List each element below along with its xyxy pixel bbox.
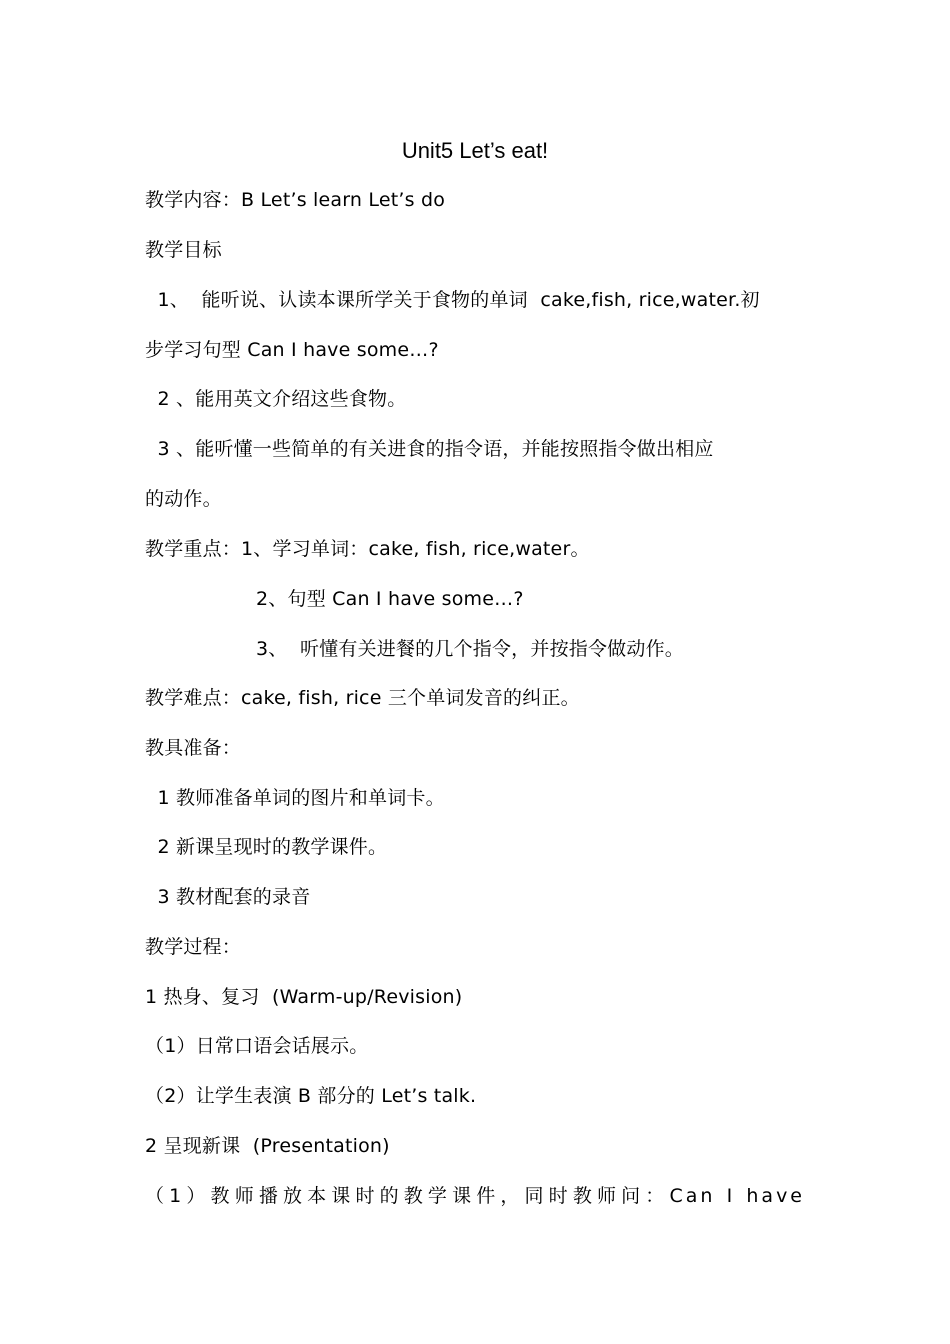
goal-1-line-a: 1、 能听说、认读本课所学关于食物的单词 cake,fish, rice,water.初 xyxy=(145,289,760,311)
goal-3-line-b: 的动作。 xyxy=(145,488,222,510)
key-points-line-3: 3、 听懂有关进餐的几个指令，并按指令做动作。 xyxy=(256,638,684,660)
step-1-item-2: （2）让学生表演 B 部分的 Let’s talk. xyxy=(145,1085,477,1107)
step-1-item-1: （1）日常口语会话展示。 xyxy=(145,1035,369,1057)
teaching-aids-heading: 教具准备： xyxy=(145,737,242,759)
goal-3-line-a: 3 、能听懂一些简单的有关进食的指令语，并能按照指令做出相应 xyxy=(145,438,714,460)
step-2-item-1: （1）教师播放本课时的教学课件，同时教师问：Can I have xyxy=(145,1185,805,1207)
teaching-process-heading: 教学过程： xyxy=(145,936,242,958)
teaching-aid-1: 1 教师准备单词的图片和单词卡。 xyxy=(145,787,445,809)
goal-2-line: 2 、能用英文介绍这些食物。 xyxy=(145,388,407,410)
key-points-line-1: 教学重点：1、学习单词：cake, fish, rice,water。 xyxy=(145,538,590,560)
step-2-heading: 2 呈现新课 (Presentation) xyxy=(145,1135,390,1157)
difficult-points-line: 教学难点：cake, fish, rice 三个单词发音的纠正。 xyxy=(145,687,580,709)
document-title: Unit5 Let’s eat! xyxy=(401,138,549,163)
teaching-aid-3: 3 教材配套的录音 xyxy=(145,886,311,908)
key-points-line-2: 2、句型 Can I have some…? xyxy=(256,588,524,610)
teaching-goals-heading: 教学目标 xyxy=(145,239,222,261)
step-1-heading: 1 热身、复习 (Warm-up/Revision) xyxy=(145,986,463,1008)
teaching-content-line: 教学内容：B Let’s learn Let’s do xyxy=(145,189,446,211)
teaching-aid-2: 2 新课呈现时的教学课件。 xyxy=(145,836,388,858)
goal-1-line-b: 步学习句型 Can I have some…? xyxy=(145,339,439,361)
